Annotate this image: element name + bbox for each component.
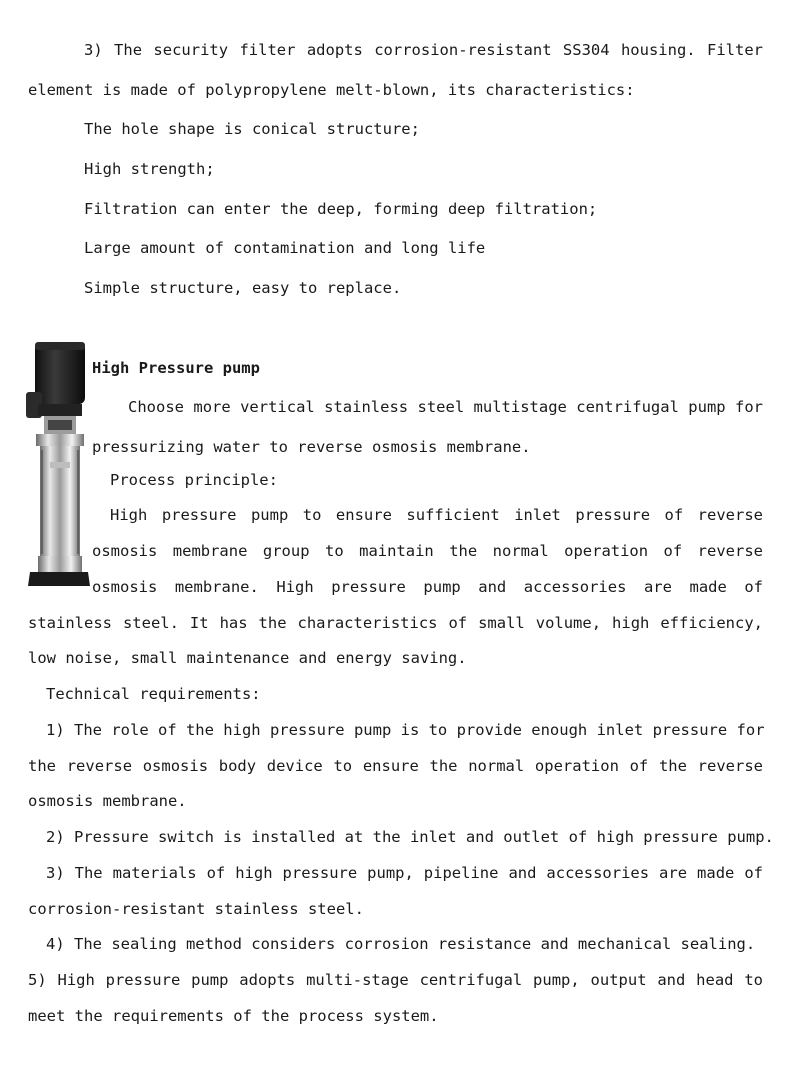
principle-line-1: High pressure pump to ensure sufficient inlet pressure of reverse [110, 506, 763, 524]
filter-feature-item: The hole shape is conical structure; [84, 120, 420, 138]
principle-line-2: osmosis membrane group to maintain the normal operation of reverse [92, 542, 763, 560]
pump-choose-line-1: Choose more vertical stainless steel multistage centrifugal pump for [128, 398, 763, 416]
requirement-1-line-3: osmosis membrane. [28, 792, 187, 810]
requirement-5-line-1: 5) High pressure pump adopts multi-stage centrifugal pump, output and head to [28, 971, 763, 989]
requirement-5-line-2: meet the requirements of the process system. [28, 1007, 439, 1025]
filter-feature-item: High strength; [84, 160, 215, 178]
pump-heading: High Pressure pump [92, 359, 260, 377]
filter-feature-item: Filtration can enter the deep, forming deep filtration; [84, 200, 598, 218]
requirement-4: 4) The sealing method considers corrosion resistance and mechanical sealing. [46, 935, 756, 953]
filter-feature-item: Large amount of contamination and long life [84, 239, 486, 257]
vertical-multistage-pump-image [26, 340, 92, 590]
filter-feature-item: Simple structure, easy to replace. [84, 279, 402, 297]
filter-intro-line-1: 3) The security filter adopts corrosion-resistant SS304 housing. Filter [84, 41, 763, 59]
requirement-1-line-1: 1) The role of the high pressure pump is to provide enough inlet pressure for [46, 721, 765, 739]
technical-requirements-label: Technical requirements: [46, 685, 261, 703]
principle-line-4: stainless steel. It has the characteristics of small volume, high efficiency, [28, 614, 763, 632]
principle-line-5: low noise, small maintenance and energy saving. [28, 649, 467, 667]
requirement-2: 2) Pressure switch is installed at the inlet and outlet of high pressure pump. [46, 828, 774, 846]
requirement-3-line-2: corrosion-resistant stainless steel. [28, 900, 364, 918]
requirement-1-line-2: the reverse osmosis body device to ensure the normal operation of the reverse [28, 757, 763, 775]
process-principle-label: Process principle: [110, 471, 278, 489]
requirement-3-line-1: 3) The materials of high pressure pump, pipeline and accessories are made of [46, 864, 763, 882]
filter-intro-line-2: element is made of polypropylene melt-blown, its characteristics: [28, 81, 635, 99]
pump-choose-line-2: pressurizing water to reverse osmosis membrane. [92, 438, 531, 456]
principle-line-3: osmosis membrane. High pressure pump and accessories are made of [92, 578, 763, 596]
